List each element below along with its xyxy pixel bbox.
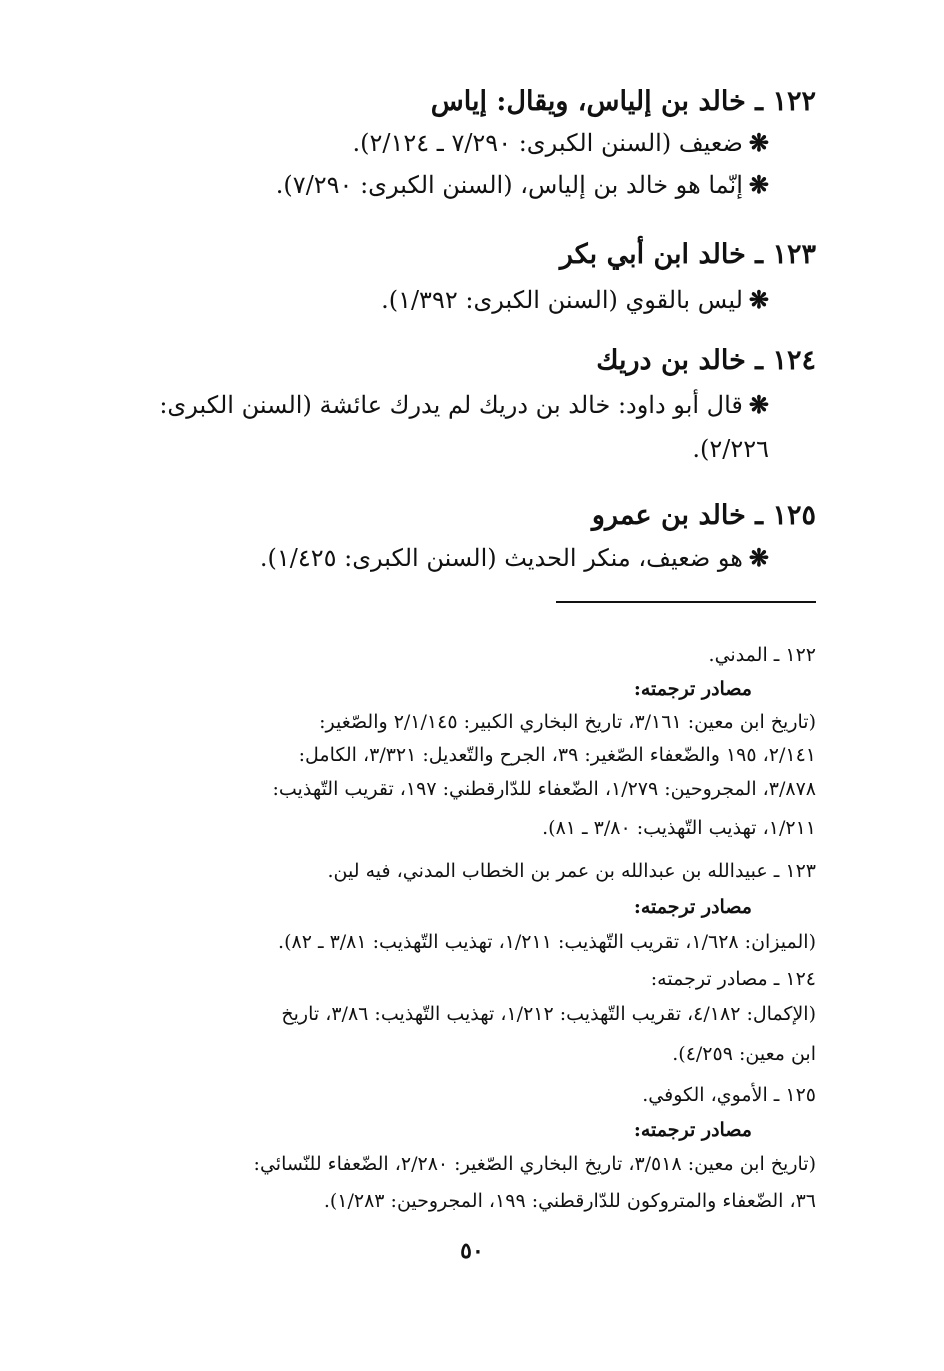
entry-title-122: ١٢٢ ـ خالد بن إلياس، ويقال: إياس [430,86,816,117]
footnote-separator [556,601,816,603]
footnote-125-head: ١٢٥ ـ الأموي، الكوفي. [642,1084,816,1106]
footnote-124-line-2: ابن معين: ٤/٢٥٩). [672,1043,816,1065]
footnote-123-head: ١٢٣ ـ عبيدالله بن عبدالله بن عمر بن الخطاب المدني، فيه لين. [327,860,816,882]
footnote-125-line-1: (تاريخ ابن معين: ٣/٥١٨، تاريخ البخاري الصّغير: ٢/٢٨٠، الضّعفاء للنّسائي: [253,1153,816,1175]
entry-title-123: ١٢٣ ـ خالد ابن أبي بكر [559,239,816,270]
entry-122-line-2: ❋إنّما هو خالد بن إلياس، (السنن الكبرى: ٧/٢٩٠). [275,170,769,199]
entry-122-line-1: ❋ضعيف (السنن الكبرى: ٧/٢٩٠ ـ ٢/١٢٤). [352,128,769,157]
footnote-122-line-2: ٢/١٤١، ١٩٥ والضّعفاء الصّغير: ٣٩، الجرح والتّعديل: ٣/٣٢١، الكامل: [298,744,816,766]
footnote-122-line-4: ١/٢١١، تهذيب التّهذيب: ٣/٨٠ ـ ٨١). [542,817,816,839]
footnote-123-line-1: (الميزان: ١/٦٢٨، تقريب التّهذيب: ١/٢١١، تهذيب التّهذيب: ٣/٨١ ـ ٨٢). [278,931,816,953]
footnote-124-line-1: (الإكمال: ٤/١٨٢، تقريب التّهذيب: ١/٢١٢، تهذيب التّهذيب: ٣/٨٦، تاريخ [281,1003,816,1025]
footnote-122-line-1: (تاريخ ابن معين: ٣/١٦١، تاريخ البخاري الكبير: ٢/١/١٤٥ والصّغير: [319,711,816,733]
footnote-125-line-2: ٣٦، الضّعفاء والمتروكون للدّارقطني: ١٩٩، المجروحين: ١/٢٨٣). [323,1190,816,1212]
star-icon: ❋ [748,390,769,419]
entry-125-line-1: ❋هو ضعيف، منكر الحديث (السنن الكبرى: ١/٤٢٥). [259,543,769,572]
entry-title-124: ١٢٤ ـ خالد بن دريك [596,345,816,376]
footnote-122-line-3: ٣/٨٧٨، المجروحين: ١/٢٧٩، الضّعفاء للدّارقطني: ١٩٧، تقريب التّهذيب: [272,778,816,800]
footnote-122-sources-label: مصادر ترجمته: [633,678,752,700]
star-icon: ❋ [748,128,769,157]
star-icon: ❋ [748,285,769,314]
star-icon: ❋ [748,170,769,199]
footnote-122-head: ١٢٢ ـ المدني. [708,644,816,666]
footnote-123-sources-label: مصادر ترجمته: [633,896,752,918]
footnote-125-sources-label: مصادر ترجمته: [633,1119,752,1141]
entry-title-125: ١٢٥ ـ خالد بن عمرو [591,500,816,531]
entry-124-line-2: ٢/٢٢٦). [692,435,769,463]
entry-124-line-1: ❋قال أبو داود: خالد بن دريك لم يدرك عائشة (السنن الكبرى: [159,390,769,419]
page-number: ٥٠ [460,1238,484,1264]
entry-123-line-1: ❋ليس بالقوي (السنن الكبرى: ١/٣٩٢). [381,285,769,314]
footnote-124-head: ١٢٤ ـ مصادر ترجمته: [650,968,816,990]
star-icon: ❋ [748,543,769,572]
